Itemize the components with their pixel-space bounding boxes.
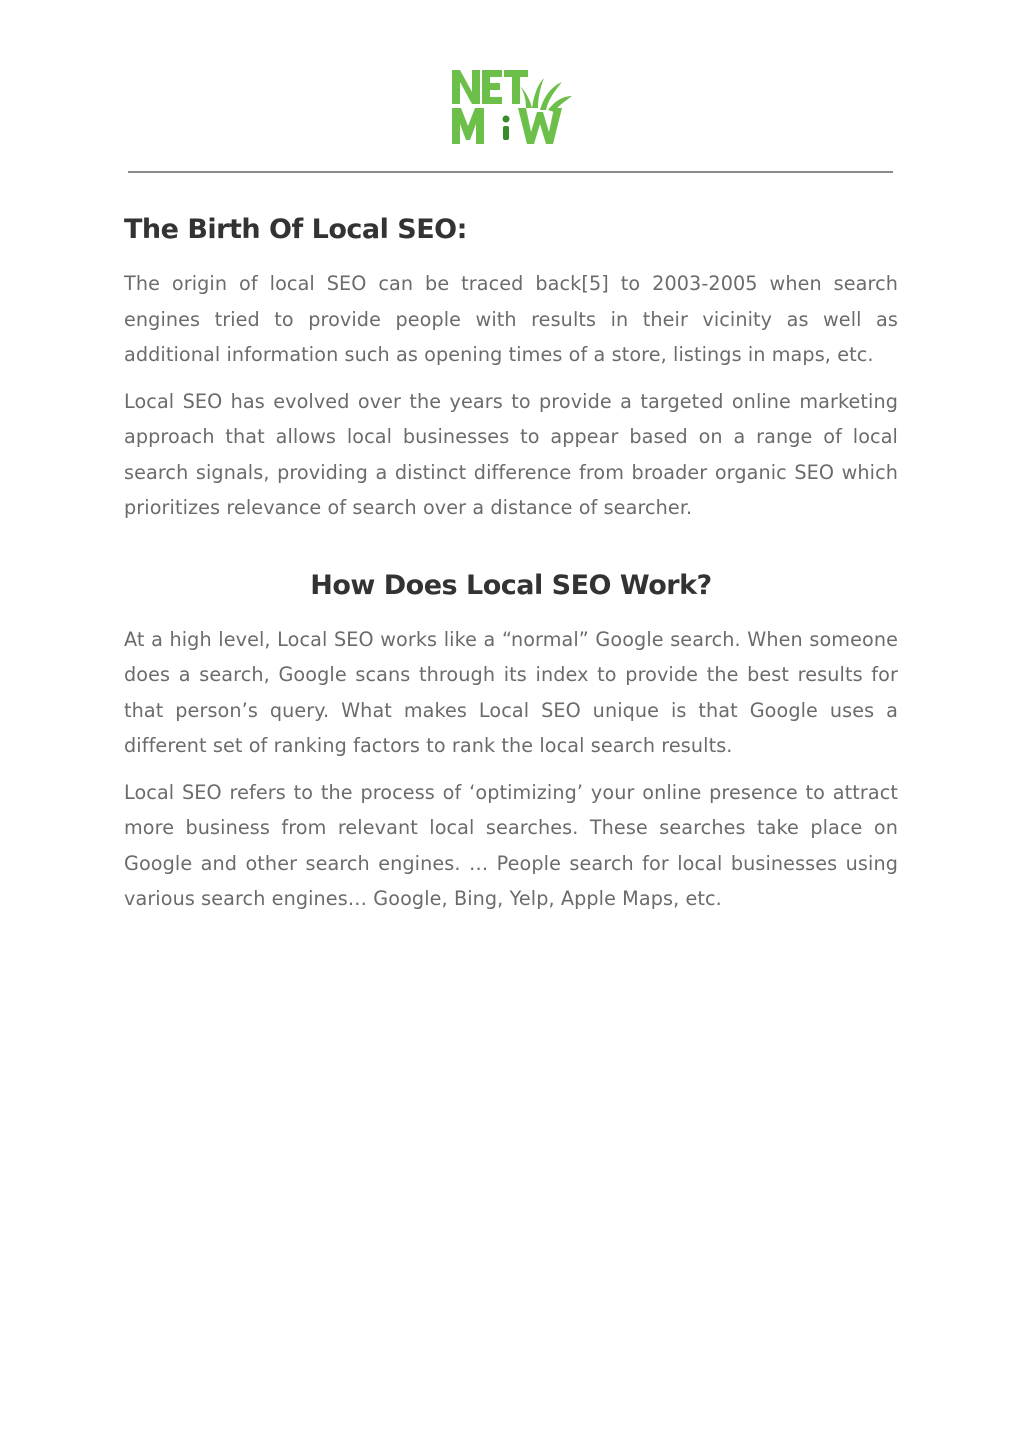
section-how-local-seo-works bbox=[124, 564, 898, 917]
netmiw-logo bbox=[448, 64, 576, 148]
paragraph: The origin of local SEO can be traced back[5] to 2003-2005 when search engines tried to provide people with results in their vicinity as well as additional information such as opening times of a store, listings in maps, etc. bbox=[124, 272, 898, 366]
section-heading: The Birth Of Local SEO: bbox=[124, 214, 467, 245]
header-divider bbox=[128, 171, 893, 173]
section-birth-of-local-seo bbox=[124, 208, 898, 526]
section-heading: How Does Local SEO Work? bbox=[310, 569, 712, 601]
paragraph: At a high level, Local SEO works like a “normal” Google search. When someone does a search, Google scans through its index to provide the best results for that person’s query. What makes Local SEO unique is that Google uses a different set of ranking factors to rank the local search results. bbox=[124, 627, 898, 757]
paragraph: Local SEO refers to the process of ‘optimizing’ your online presence to attract more business from relevant local searches. These searches take place on Google and other search engines. … People search for local businesses using various search engines… Google, Bing, Yelp, Apple Maps, etc. bbox=[124, 780, 898, 910]
paragraph: Local SEO has evolved over the years to provide a targeted online marketing approach that allows local businesses to appear based on a range of local search signals, providing a distinct difference from broader organic SEO which prioritizes relevance of search over a distance of searcher. bbox=[124, 389, 898, 519]
logo-mark-icon bbox=[448, 64, 576, 148]
article-content bbox=[124, 208, 898, 917]
